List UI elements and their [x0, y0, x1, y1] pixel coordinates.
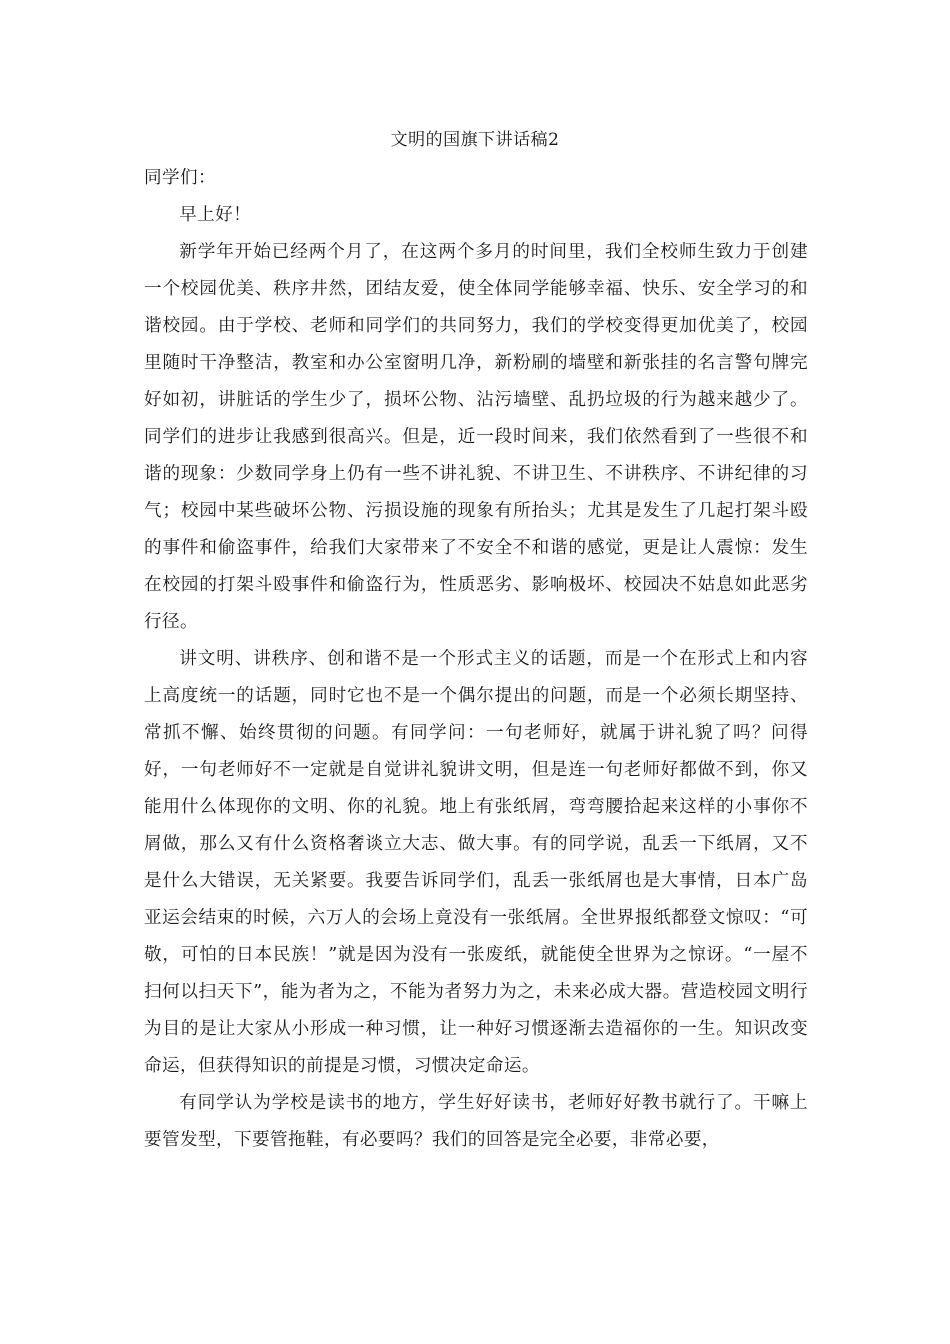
paragraph-3: 有同学认为学校是读书的地方，学生好好读书，老师好好教书就行了。干嘛上要管发型，下要管拖鞋，有必要吗？我们的回答是完全必要，非常必要， — [144, 1093, 808, 1150]
paragraph-1: 新学年开始已经两个月了，在这两个多月的时间里，我们全校师生致力于创建一个校园优美、秩序井然，团结友爱，使全体同学能够幸福、快乐、安全学习的和谐校园。由于学校、老师和同学们的共同努力，我们的学校变得更加优美了，校园里随时干净整洁，教室和办公室窗明几净，新粉刷的墙壁和新张挂的名言警句牌完好如初，讲脏话的学生少了，损坏公物、沾污墙壁、乱扔垃圾的行为越来越少了。同学们的进步让我感到很高兴。但是，近一段时间来，我们依然看到了一些很不和谐的现象：少数同学身上仍有一些不讲礼貌、不讲卫生、不讲秩序、不讲纪律的习气；校园中某些破坏公物、污损设施的现象有所抬头；尤其是发生了几起打架斗殴的事件和偷盗事件，给我们大家带来了不安全不和谐的感觉，更是让人震惊：发生在校园的打架斗殴事件和偷盗行为，性质恶劣、影响极坏、校园决不姑息如此恶劣行径。 — [144, 242, 808, 632]
salutation: 同学们： — [144, 168, 216, 188]
paragraph-2: 讲文明、讲秩序、创和谐不是一个形式主义的话题，而是一个在形式上和内容上高度统一的话题，同时它也不是一个偶尔提出的问题，而是一个必须长期坚持、常抓不懈、始终贯彻的问题。有同学问：一句老师好，就属于讲礼貌了吗？问得好，一句老师好不一定就是自觉讲礼貌讲文明，但是连一句老师好都做不到，你又能用什么体现你的文明、你的礼貌。地上有张纸屑，弯弯腰拾起来这样的小事你不屑做，那么又有什么资格奢谈立大志、做大事。有的同学说，乱丢一下纸屑，又不是什么大错误，无关紧要。我要告诉同学们，乱丢一张纸屑也是大事情，日本广岛亚运会结束的时候，六万人的会场上竟没有一张纸屑。全世界报纸都登文惊叹：“可敬，可怕的日本民族！”就是因为没有一张废纸，就能使全世界为之惊讶。“一屋不扫何以扫天下”，能为者为之，不能为者努力为之，未来必成大器。营造校园文明行为目的是让大家从小形成一种习惯，让一种好习惯逐渐去造福你的一生。知识改变命运，但获得知识的前提是习惯，习惯决定命运。 — [144, 649, 808, 1076]
document-title: 文明的国旗下讲话稿2 — [390, 130, 560, 150]
greeting: 早上好！ — [179, 205, 252, 225]
document-body — [144, 160, 808, 1159]
